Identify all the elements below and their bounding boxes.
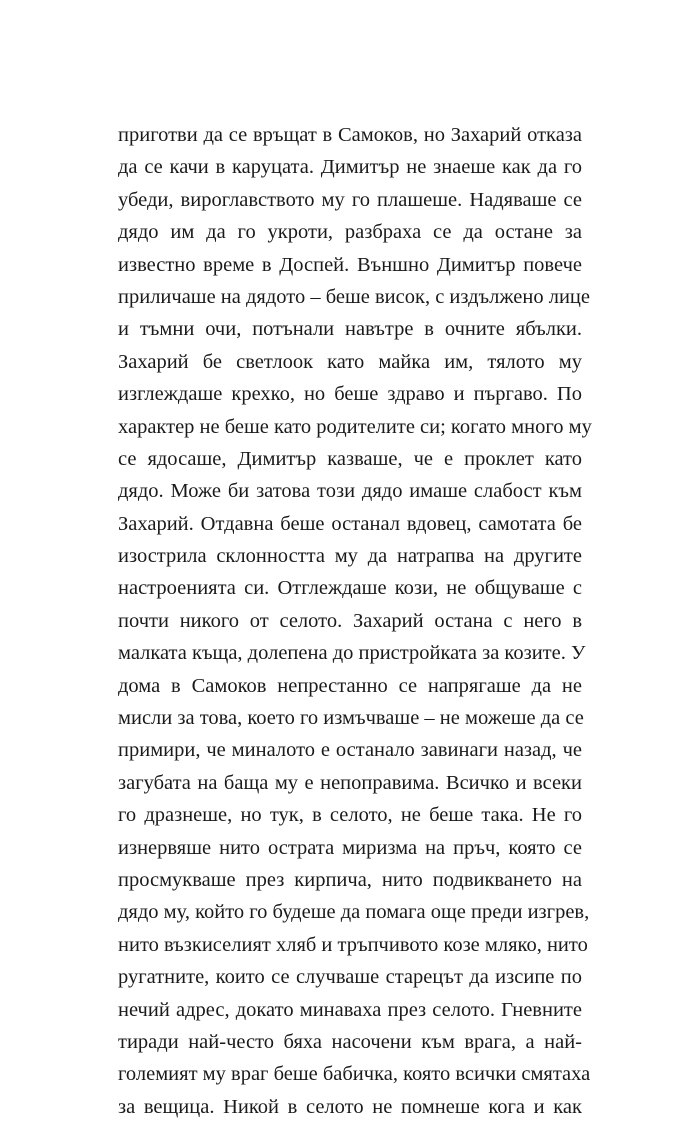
text-line: примири, че миналото е останало завинаги назад, че xyxy=(118,739,582,762)
text-line: Захарий. Отдавна беше останал вдовец, самотата бе xyxy=(118,512,582,535)
text-line: малката къща, долепена до пристройката за козите. У xyxy=(118,642,586,665)
text-line: изнервяше нито острата миризма на пръч, която се xyxy=(118,836,582,859)
text-line: нито възкиселият хляб и тръпчивото козе мляко, нито xyxy=(118,933,588,956)
text-line: убеди, вироглавството му го плашеше. Надяваше се xyxy=(118,188,582,211)
text-line: настроенията си. Отглеждаше кози, не общуваше с xyxy=(118,577,582,600)
text-line: дядо им да го укроти, разбраха се да остане за xyxy=(118,221,582,244)
text-line: характер не беше като родителите си; когато много му xyxy=(118,415,592,438)
text-line: дома в Самоков непрестанно се напрягаше да не xyxy=(118,674,582,697)
text-line: загубата на баща му е непоправима. Всичко и всеки xyxy=(118,771,582,794)
text-line: мисли за това, което го измъчваше – не можеше да се xyxy=(118,707,584,730)
text-line: го дразнеше, но тук, в селото, не беше така. Не го xyxy=(118,804,582,827)
text-line: приличаше на дядото – беше висок, с издължено лице xyxy=(118,285,590,308)
text-line: ругатните, които се случваше старецът да изсипе по xyxy=(118,966,582,989)
text-line: приготви да се връщат в Самоков, но Захарий отказа xyxy=(118,124,582,146)
text-line: и тъмни очи, потънали навътре в очните ябълки. xyxy=(118,318,582,341)
text-line: дядо му, който го будеше да помага още преди изгрев, xyxy=(118,901,590,924)
text-line: почти никого от селото. Захарий остана с него в xyxy=(118,609,582,632)
text-line: за вещица. Никой в селото не помнеше кога и как xyxy=(118,1095,582,1118)
text-line: известно време в Доспей. Външно Димитър повече xyxy=(118,253,582,276)
text-line: да се качи в каруцата. Димитър не знаеше как да го xyxy=(118,156,582,179)
body-text xyxy=(118,119,592,1123)
text-line: се ядосаше, Димитър казваше, че е проклет като xyxy=(118,447,582,470)
text-line: дядо. Може би затова този дядо имаше слабост към xyxy=(118,480,582,503)
text-line: изглеждаше крехко, но беше здраво и пъргаво. По xyxy=(118,383,582,406)
text-line: Захарий бе светлоок като майка им, тялото му xyxy=(118,350,582,373)
text-line: изострила склонността му да натрапва на другите xyxy=(118,545,582,568)
text-line: тиради най-често бяха насочени към врага, а най- xyxy=(118,1030,582,1053)
text-line: големият му враг беше бабичка, която всички смятаха xyxy=(118,1063,591,1086)
text-line: нечий адрес, докато минаваха през селото. Гневните xyxy=(118,998,582,1021)
text-line: просмукваше през кирпича, нито подвикването на xyxy=(118,868,582,891)
